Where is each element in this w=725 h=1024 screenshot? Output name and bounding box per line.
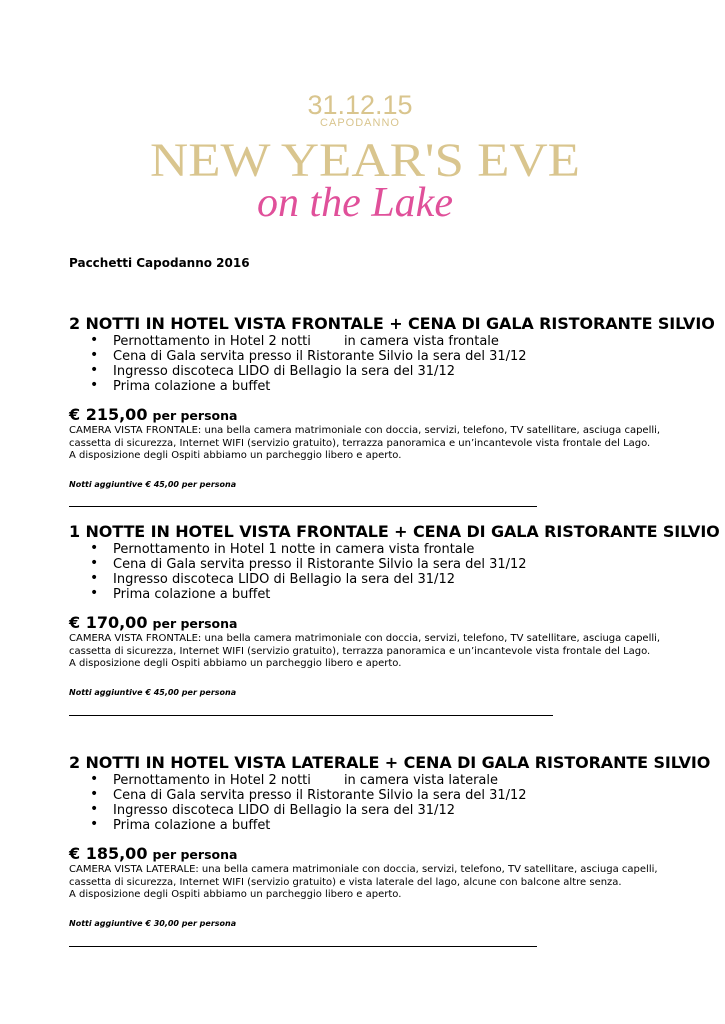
logo-tagline: on the Lake [257,180,453,226]
price-line [69,614,669,633]
list-item: • Ingresso discoteca LIDO di Bellagio la sera del 31/12 [90,362,455,379]
list-item: • Prima colazione a buffet [90,377,271,394]
logo-headline: NEW YEAR'S EVE [150,134,580,187]
bullet-icon: • [90,570,99,586]
bullet-icon: • [90,771,99,787]
package-features [90,773,669,833]
bullet-icon: • [90,555,99,571]
price: € 185,00 [69,844,148,863]
divider [69,946,537,947]
price-line [69,845,669,864]
list-item: • Pernottamento in Hotel 2 notti in camera vista laterale [90,771,499,788]
package-title: 2 NOTTI IN HOTEL VISTA FRONTALE + CENA DI GALA RISTORANTE SILVIO [69,314,715,333]
list-item: • Pernottamento in Hotel 1 notte in camera vista frontale [90,540,475,557]
extra-nights: Notti aggiuntive € 45,00 per persona [69,687,237,697]
bullet-icon: • [90,332,99,348]
list-item: • Ingresso discoteca LIDO di Bellagio la sera del 31/12 [90,801,455,818]
package-1 [69,314,715,489]
package-features [90,542,669,602]
bullet-icon: • [90,801,99,817]
divider [69,506,537,507]
bullet-icon: • [90,362,99,378]
package-features [90,334,669,394]
logo-date: 31.12.15 [307,90,413,120]
room-description: CAMERA VISTA FRONTALE: una bella camera matrimoniale con doccia, servizi, telefono, TV satellitare, asciuga capelli, cassetta di sicurezza, Internet WIFI (servizio gratuito), terrazza panoramica e un’incantevole vista frontale del Lago. A disposizione degli Ospiti abbiamo un parcheggio libero e aperto. [69,633,661,669]
extra-nights: Notti aggiuntive € 30,00 per persona [69,918,237,928]
logo-caption: CAPODANNO [320,117,400,129]
price: € 170,00 [69,613,148,632]
bullet-icon: • [90,347,99,363]
list-item: • Ingresso discoteca LIDO di Bellagio la sera del 31/12 [90,570,455,587]
bullet-icon: • [90,585,99,601]
bullet-icon: • [90,540,99,556]
bullet-icon: • [90,786,99,802]
price-unit: per persona [152,616,238,631]
list-item: • Cena di Gala servita presso il Ristorante Silvio la sera del 31/12 [90,555,527,572]
price-unit: per persona [152,847,238,862]
package-3 [69,753,711,928]
price-line [69,406,669,425]
bullet-icon: • [90,377,99,393]
page-subtitle: Pacchetti Capodanno 2016 [69,256,250,270]
list-item: • Prima colazione a buffet [90,816,271,833]
new-years-eve-logo [145,84,585,234]
price-unit: per persona [152,408,238,423]
list-item: • Cena di Gala servita presso il Ristorante Silvio la sera del 31/12 [90,786,527,803]
list-item: • Cena di Gala servita presso il Ristorante Silvio la sera del 31/12 [90,347,527,364]
package-title: 2 NOTTI IN HOTEL VISTA LATERALE + CENA DI GALA RISTORANTE SILVIO [69,753,711,772]
package-title: 1 NOTTE IN HOTEL VISTA FRONTALE + CENA DI GALA RISTORANTE SILVIO [69,522,720,541]
price: € 215,00 [69,405,148,424]
divider [69,715,553,716]
bullet-icon: • [90,816,99,832]
room-description: CAMERA VISTA FRONTALE: una bella camera matrimoniale con doccia, servizi, telefono, TV satellitare, asciuga capelli, cassetta di sicurezza, Internet WIFI (servizio gratuito), terrazza panoramica e un’incantevole vista frontale del Lago. A disposizione degli Ospiti abbiamo un parcheggio libero e aperto. [69,425,661,461]
logo-graphic [145,84,585,234]
package-2 [69,522,720,697]
extra-nights: Notti aggiuntive € 45,00 per persona [69,479,237,489]
room-description: CAMERA VISTA LATERALE: una bella camera matrimoniale con doccia, servizi, telefono, TV satellitare, asciuga capelli, cassetta di sicurezza, Internet WIFI (servizio gratuito) e vista laterale del lago, alcune con balcone altre senza. A disposizione degli Ospiti abbiamo un parcheggio libero e aperto. [69,864,658,900]
list-item: • Prima colazione a buffet [90,585,271,602]
list-item: • Pernottamento in Hotel 2 notti in camera vista frontale [90,332,499,349]
